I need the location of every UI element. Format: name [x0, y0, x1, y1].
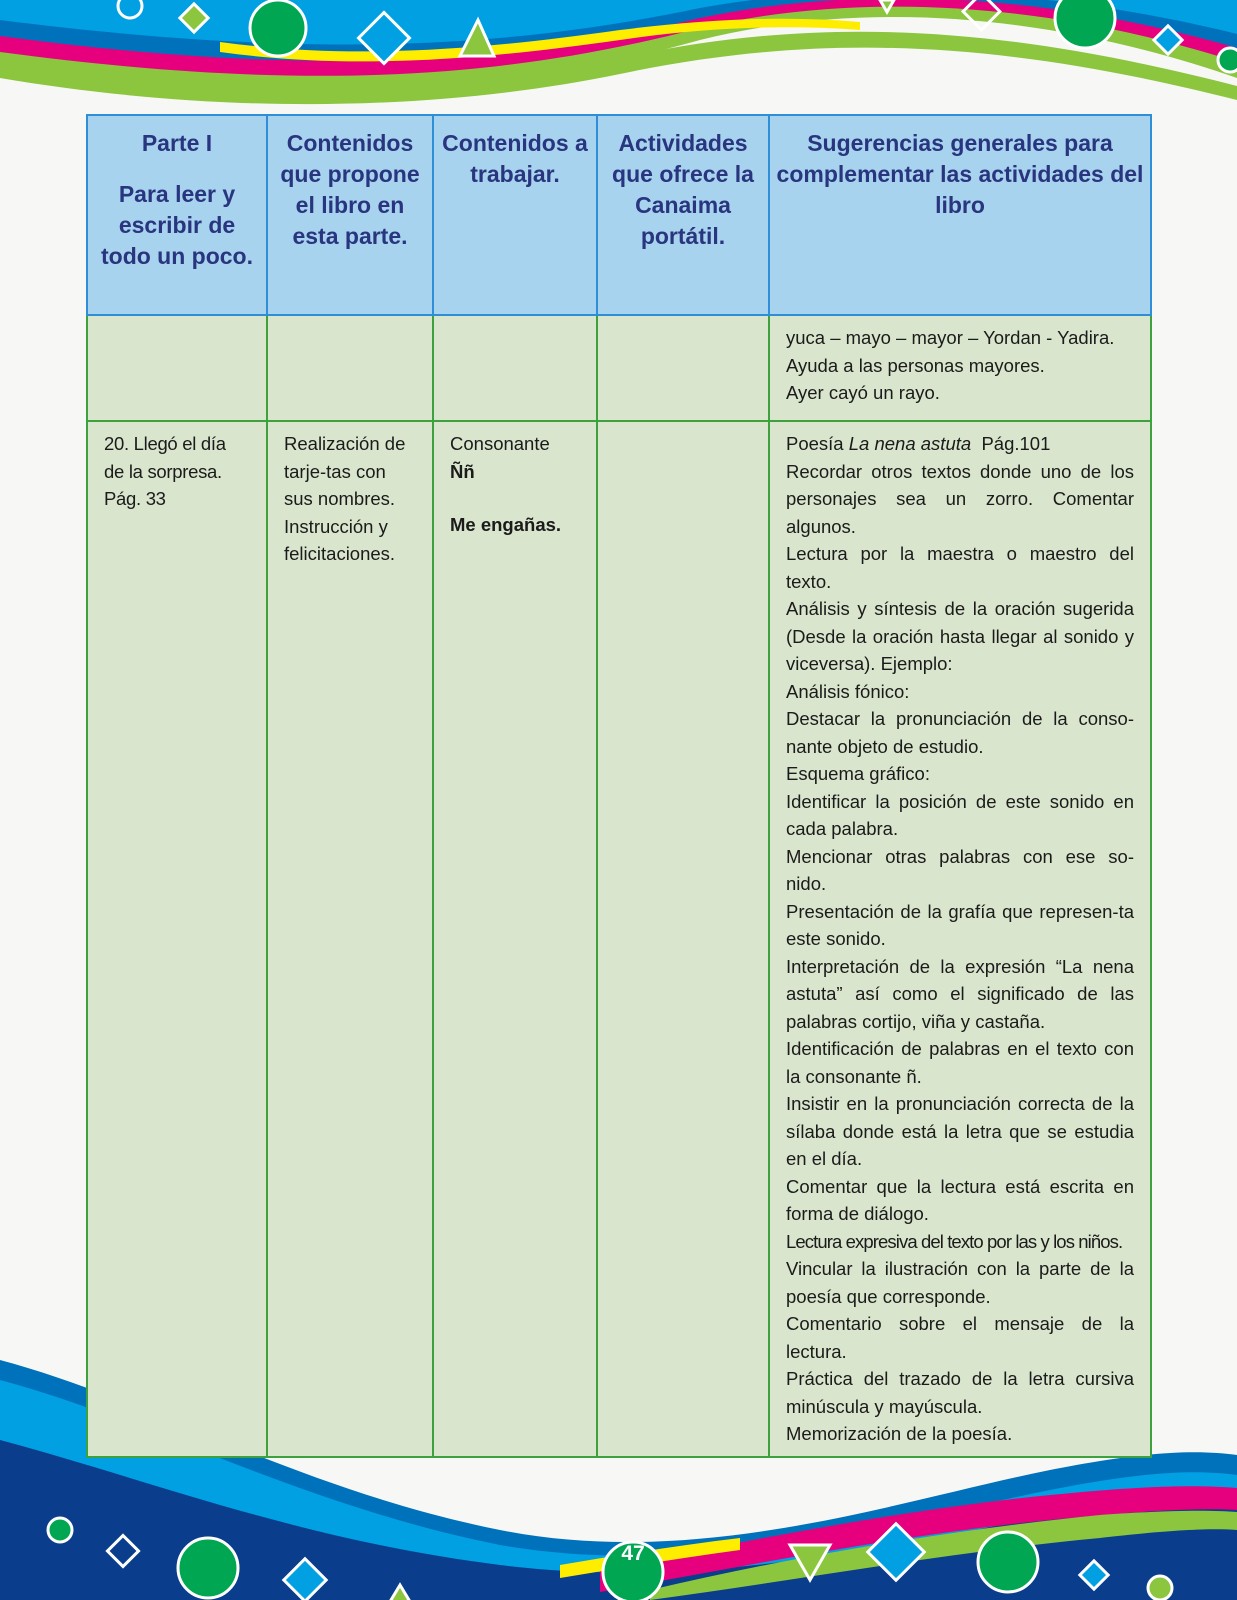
suggestion-item: Insistir en la pronunciación correcta de la sílaba donde está la letra que se estudia en el día. [786, 1093, 1134, 1169]
suggestion-item: Memorización de la poesía. [786, 1423, 1013, 1444]
contents-to-work-cell [433, 421, 597, 1457]
top-wave-decoration [0, 0, 1237, 120]
suggestion-item: Lectura por la maestra o maestro del texto. [786, 543, 1134, 592]
header-contenidos-libro: Contenidos que propone el libro en esta parte. [267, 115, 433, 315]
poem-prefix: Poesía [786, 433, 844, 454]
poem-page: Pág.101 [981, 433, 1051, 454]
lesson-title-cell: 20. Llegó el día de la sorpresa. Pág. 33 [87, 421, 267, 1457]
suggestion-line: Ayer cayó un rayo. [786, 382, 940, 403]
suggestion-line: yuca – mayo – mayor – Yordan - Yadira. [786, 327, 1115, 348]
header-sugerencias: Sugerencias generales para complementar las actividades del libro [769, 115, 1151, 315]
suggestions-cell [769, 421, 1151, 1457]
book-contents-cell: Realización de tarje-tas con sus nombres. Instrucción y felicitaciones. [267, 421, 433, 1457]
row1-suggestions-cell [769, 315, 1151, 421]
row1-col1-cell [87, 315, 267, 421]
consonant-letter: Ññ [450, 460, 475, 482]
suggestion-item: Mencionar otras palabras con ese so-nido. [786, 845, 1134, 894]
suggestion-item: Interpretación de la expresión “La nena astuta” así como el significado de las palabras cortijo, viña y castaña. [786, 955, 1134, 1032]
row1-col3-cell [433, 315, 597, 421]
suggestion-line: Ayuda a las personas mayores. [786, 354, 1045, 376]
header-actividades-canaima: Actividades que ofrece la Canaima portátil. [597, 115, 769, 315]
row1-col2-cell [267, 315, 433, 421]
header-parte [87, 115, 267, 315]
consonant-label: Consonante [450, 433, 550, 454]
suggestion-item: Análisis fónico: [786, 680, 910, 702]
suggestion-item: Esquema gráfico: [786, 763, 930, 784]
spacer [450, 485, 580, 511]
header-contenidos-trabajar: Contenidos a trabajar. [433, 115, 597, 315]
suggestion-item: Destacar la pronunciación de la conso-nante objeto de estudio. [786, 708, 1134, 757]
page-number: 47 [621, 1542, 645, 1565]
suggestion-item: Lectura expresiva del texto por las y los niños. [786, 1230, 1123, 1252]
suggestion-item: Comentar que la lectura está escrita en forma de diálogo. [786, 1175, 1134, 1224]
suggestion-item: Análisis y síntesis de la oración sugerida (Desde la oración hasta llegar al sonido y viceversa). Ejemplo: [786, 598, 1134, 674]
poem-title: La nena astuta [848, 433, 972, 454]
suggestion-item: Identificación de palabras en el texto con la consonante ñ. [786, 1038, 1134, 1087]
header-parte-title: Parte I [141, 130, 213, 156]
header-parte-subtitle: Para leer y escribir de todo un poco. [100, 181, 253, 269]
suggestion-item: Comentario sobre el mensaje de la lectura. [786, 1313, 1134, 1362]
lesson-plan-table [86, 114, 1152, 1458]
table-row [87, 315, 1151, 421]
suggestion-item: Presentación de la grafía que represen-ta este sonido. [786, 900, 1134, 949]
table-header-row [87, 115, 1151, 315]
poem-reference [786, 430, 1134, 458]
suggestion-item: Identificar la posición de este sonido en cada palabra. [786, 790, 1134, 839]
table-row [87, 421, 1151, 1457]
reading-title: Me engañas. [450, 514, 562, 535]
suggestion-item: Práctica del trazado de la letra cursiva minúscula y mayúscula. [786, 1368, 1134, 1417]
row1-col4-cell [597, 315, 769, 421]
suggestion-item: Recordar otros textos donde uno de los personajes sea un zorro. Comentar algunos. [786, 460, 1134, 537]
suggestion-item: Vincular la ilustración con la parte de la poesía que corresponde. [786, 1258, 1134, 1307]
canaima-activities-cell [597, 421, 769, 1457]
